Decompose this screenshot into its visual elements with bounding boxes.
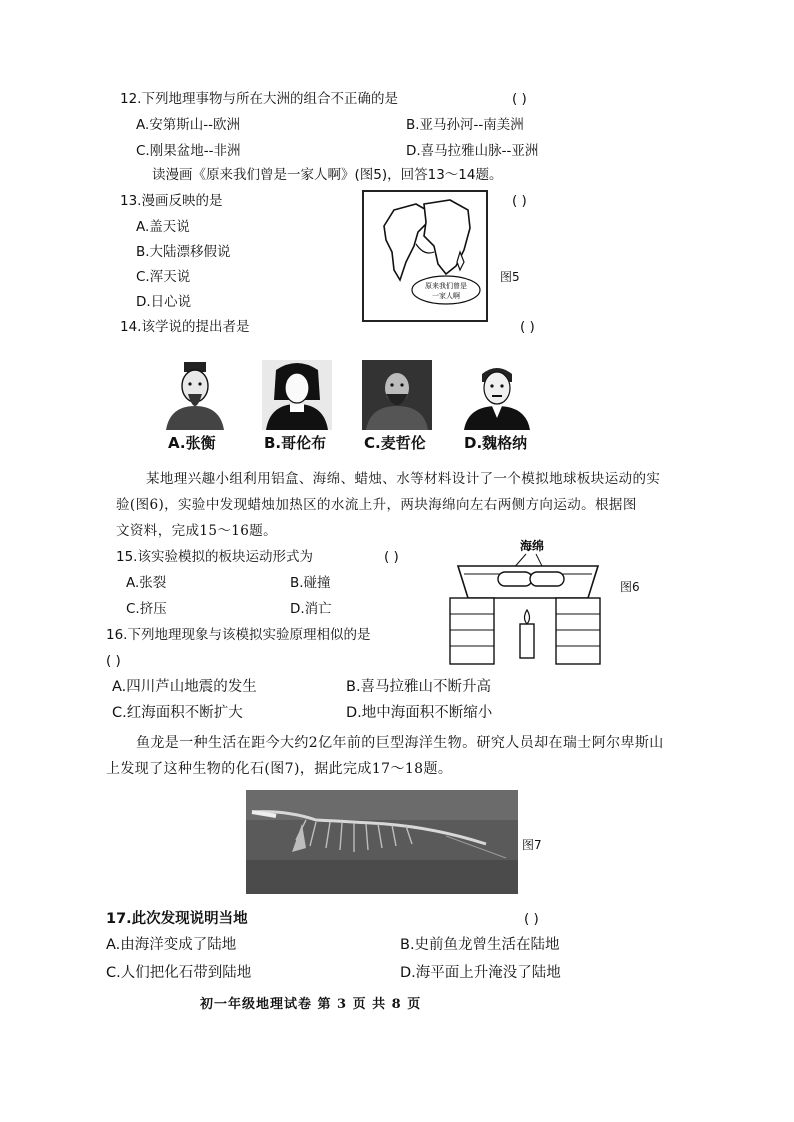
q17-option-d: D.海平面上升淹没了陆地 (400, 965, 561, 981)
fossil-intro-line2: 上发现了这种生物的化石(图7)，据此完成17～18题。 (106, 761, 453, 777)
q13-option-c: C.浑天说 (136, 269, 191, 285)
figure-6-label: 图6 (620, 580, 640, 594)
q12-option-c: C.刚果盆地--非洲 (136, 143, 241, 159)
q17-answer-blank[interactable]: ( ) (524, 911, 539, 927)
portrait-magellan (362, 360, 432, 430)
q17-option-b: B.史前鱼龙曾生活在陆地 (400, 937, 560, 953)
figure-5-comic (362, 190, 488, 322)
q12-option-d: D.喜马拉雅山脉--亚洲 (406, 143, 539, 159)
figure-5-label: 图5 (500, 270, 520, 284)
q16-option-a: A.四川芦山地震的发生 (112, 679, 257, 695)
q16-option-b: B.喜马拉雅山不断升高 (346, 679, 492, 695)
q15-option-a: A.张裂 (126, 575, 167, 591)
continents-drawing (364, 192, 486, 320)
q17-option-a: A.由海洋变成了陆地 (106, 937, 237, 953)
experiment-intro-line2: 验(图6)，实验中发现蜡烛加热区的水流上升，两块海绵向左右两侧方向运动。根据图 (116, 497, 637, 513)
q13-option-b: B.大陆漂移假说 (136, 244, 231, 260)
q13-option-d: D.日心说 (136, 294, 192, 310)
bubble-text-line2: 一家人啊 (432, 292, 460, 300)
experiment-intro-line1: 某地理兴趣小组利用铝盒、海绵、蜡烛、水等材料设计了一个模拟地球板块运动的实 (146, 471, 661, 487)
q15-option-b: B.碰撞 (290, 575, 331, 591)
figure-7-label: 图7 (522, 838, 542, 852)
figure-7-fossil-photo (246, 790, 518, 894)
figure-6-experiment (440, 536, 610, 666)
q15-stem: 15.该实验模拟的板块运动形式为 (116, 549, 313, 565)
experiment-intro-line3: 文资料，完成15～16题。 (116, 523, 278, 539)
q14-option-d: D.魏格纳 (464, 434, 528, 452)
q13-option-a: A.盖天说 (136, 219, 190, 235)
q17-stem: 17.此次发现说明当地 (106, 911, 248, 927)
q16-option-c: C.红海面积不断扩大 (112, 705, 243, 721)
q15-option-c: C.挤压 (126, 601, 167, 617)
q16-stem: 16.下列地理现象与该模拟实验原理相似的是 (106, 627, 371, 643)
portrait-wegener (462, 360, 532, 430)
q13-stem: 13.漫画反映的是 (120, 193, 223, 209)
comic-intro: 读漫画《原来我们曾是一家人啊》(图5)，回答13～14题。 (152, 167, 503, 183)
bubble-text-line1: 原来我们曾是 (425, 282, 467, 290)
q15-option-d: D.消亡 (290, 601, 332, 617)
q12-stem: 12.下列地理事物与所在大洲的组合不正确的是 (120, 91, 398, 107)
q12-option-b: B.亚马孙河--南美洲 (406, 117, 524, 133)
q14-stem: 14.该学说的提出者是 (120, 319, 250, 335)
q15-answer-blank[interactable]: ( ) (384, 549, 399, 565)
q14-answer-blank[interactable]: ( ) (520, 319, 535, 335)
sponge-label: 海绵 (519, 539, 545, 553)
q14-option-b: B.哥伦布 (264, 434, 327, 452)
fossil-intro-line1: 鱼龙是一种生活在距今大约2亿年前的巨型海洋生物。研究人员却在瑞士阿尔卑斯山 (136, 735, 664, 751)
q13-answer-blank[interactable]: ( ) (512, 193, 527, 209)
q14-option-c: C.麦哲伦 (364, 434, 426, 452)
q12-option-a: A.安第斯山--欧洲 (136, 117, 241, 133)
q12-answer-blank[interactable]: ( ) (512, 91, 527, 107)
q14-option-a: A.张衡 (168, 434, 216, 452)
q17-option-c: C.人们把化石带到陆地 (106, 965, 252, 981)
page-footer: 初一年级地理试卷 第 3 页 共 8 页 (200, 997, 422, 1012)
q16-answer-blank[interactable]: ( ) (106, 653, 121, 669)
q16-option-d: D.地中海面积不断缩小 (346, 705, 493, 721)
portrait-zhang-heng (160, 360, 230, 430)
portrait-columbus (262, 360, 332, 430)
